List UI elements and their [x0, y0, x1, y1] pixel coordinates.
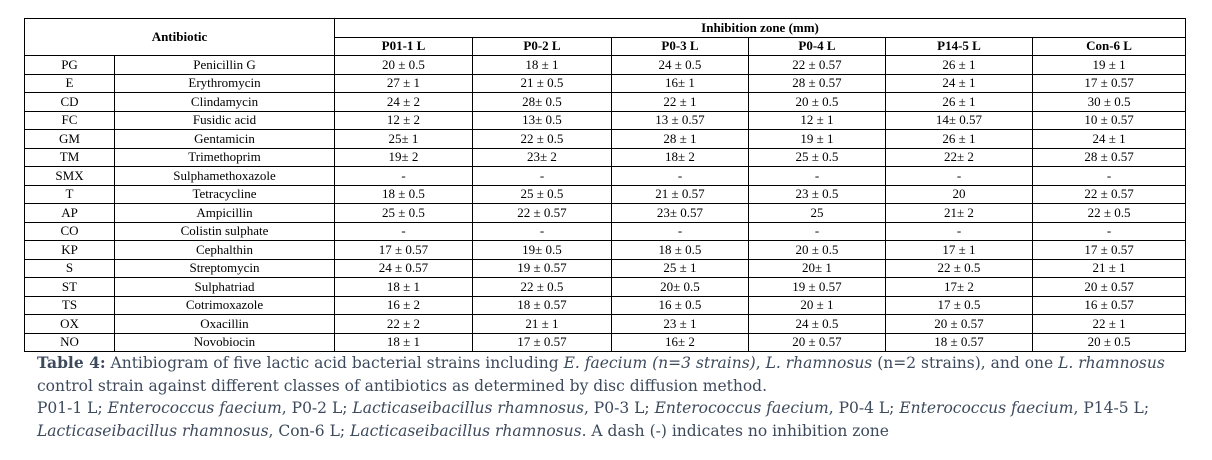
zone-value: 20 ± 0.57 [749, 333, 886, 352]
zone-value: 22 ± 1 [612, 93, 749, 112]
antibiotic-code: E [25, 74, 115, 93]
zone-value: 20 ± 0.57 [886, 315, 1033, 334]
zone-value: 23± 0.57 [612, 204, 749, 223]
zone-value: 20 ± 1 [749, 296, 886, 315]
zone-value: 24 ± 1 [1033, 130, 1186, 149]
antibiotic-code: OX [25, 315, 115, 334]
zone-value: 26 ± 1 [886, 56, 1033, 75]
zone-value: 24 ± 1 [886, 74, 1033, 93]
zone-value: 18 ± 0.5 [612, 241, 749, 260]
zone-value: 16 ± 2 [335, 296, 473, 315]
caption-segment: P01-1 L; [37, 399, 108, 417]
zone-value: 14± 0.57 [886, 111, 1033, 130]
table-row [25, 259, 1186, 278]
strain-header: P14-5 L [886, 37, 1033, 56]
zone-value: 28 ± 0.57 [1033, 148, 1186, 167]
table-row [25, 222, 1186, 241]
table-row [25, 241, 1186, 260]
zone-value: 28 ± 0.57 [749, 74, 886, 93]
table-row [25, 333, 1186, 352]
antibiotic-name: Erythromycin [115, 74, 335, 93]
zone-value: 18 ± 1 [473, 56, 612, 75]
zone-value: - [1033, 222, 1186, 241]
zone-value: 12 ± 2 [335, 111, 473, 130]
antibiotic-name: Fusidic acid [115, 111, 335, 130]
zone-value: - [473, 167, 612, 186]
zone-value: - [749, 222, 886, 241]
zone-value: 19 ± 0.57 [749, 278, 886, 297]
antibiotic-code: T [25, 185, 115, 204]
table-container [24, 18, 1185, 352]
caption-segment: , P0-3 L; [583, 399, 655, 417]
zone-value: - [1033, 167, 1186, 186]
zone-value: 19 ± 1 [1033, 56, 1186, 75]
caption-segment: . A dash (-) indicates no inhibition zone [581, 421, 889, 440]
zone-value: 22 ± 0.5 [1033, 204, 1186, 223]
caption-segment: Enterococcus faecium [899, 399, 1074, 417]
zone-value: 23 ± 0.5 [749, 185, 886, 204]
zone-value: 18± 2 [612, 148, 749, 167]
zone-value: - [749, 167, 886, 186]
zone-value: - [335, 167, 473, 186]
caption-segment: Lacticaseibacillus rhamnosus [37, 421, 269, 440]
zone-value: 20 ± 0.5 [749, 241, 886, 260]
zone-value: 22 ± 0.5 [473, 130, 612, 149]
zone-value: 25 ± 0.5 [473, 185, 612, 204]
zone-value: 22 ± 2 [335, 315, 473, 334]
table-row [25, 296, 1186, 315]
antibiotic-code: NO [25, 333, 115, 352]
zone-value: 16± 1 [612, 74, 749, 93]
antibiotic-name: Sulphamethoxazole [115, 167, 335, 186]
zone-value: 20± 0.5 [612, 278, 749, 297]
antibiotic-code: TS [25, 296, 115, 315]
zone-value: 23± 2 [473, 148, 612, 167]
zone-value: 22 ± 0.57 [1033, 185, 1186, 204]
caption-segment: Enterococcus faecium [107, 399, 282, 417]
zone-value: 17 ± 0.57 [1033, 74, 1186, 93]
caption-segment: L. rhamnosus [1058, 354, 1165, 372]
table-row [25, 278, 1186, 297]
antibiotic-code: PG [25, 56, 115, 75]
zone-value: 19 ± 1 [749, 130, 886, 149]
caption-segment: , P14-5 L; [1073, 399, 1150, 417]
zone-value: 22 ± 1 [1033, 315, 1186, 334]
antibiotic-code: SMX [25, 167, 115, 186]
zone-value: 21 ± 0.5 [473, 74, 612, 93]
table-row [25, 130, 1186, 149]
antibiotic-code: ST [25, 278, 115, 297]
antibiotic-code: CO [25, 222, 115, 241]
caption-label: Table 4: [37, 353, 106, 372]
zone-value: 13 ± 0.57 [612, 111, 749, 130]
antibiotic-code: TM [25, 148, 115, 167]
antibiotic-code: KP [25, 241, 115, 260]
antibiotic-name: Gentamicin [115, 130, 335, 149]
zone-value: 27 ± 1 [335, 74, 473, 93]
zone-value: 18 ± 0.5 [335, 185, 473, 204]
antibiotic-name: Cotrimoxazole [115, 296, 335, 315]
caption-line-1 [37, 352, 1177, 397]
zone-value: 25 ± 0.5 [335, 204, 473, 223]
zone-value: - [886, 222, 1033, 241]
zone-value: 18 ± 1 [335, 278, 473, 297]
zone-value: 19± 0.5 [473, 241, 612, 260]
zone-value: 20 ± 0.5 [335, 56, 473, 75]
zone-value: 16 ± 0.57 [1033, 296, 1186, 315]
antibiotic-code: S [25, 259, 115, 278]
zone-value: - [612, 222, 749, 241]
zone-value: 19 ± 0.57 [473, 259, 612, 278]
caption-segment: , P0-2 L; [281, 399, 353, 417]
antibiotic-name: Colistin sulphate [115, 222, 335, 241]
antibiotic-name: Trimethoprim [115, 148, 335, 167]
caption-segment: Enterococcus faecium [654, 399, 829, 417]
antibiotic-name: Novobiocin [115, 333, 335, 352]
antibiogram-table [24, 18, 1186, 352]
antibiotic-name: Penicillin G [115, 56, 335, 75]
zone-value: 23 ± 1 [612, 315, 749, 334]
strain-header: P0-2 L [473, 37, 612, 56]
zone-value: 17 ± 1 [886, 241, 1033, 260]
table-row [25, 185, 1186, 204]
inhibition-zone-header: Inhibition zone (mm) [335, 19, 1186, 38]
caption-segment: Lacticaseibacillus rhamnosus [350, 421, 582, 440]
zone-value: 18 ± 0.57 [886, 333, 1033, 352]
zone-value: 22 ± 0.5 [886, 259, 1033, 278]
zone-value: - [473, 222, 612, 241]
zone-value: 26 ± 1 [886, 93, 1033, 112]
antibiotic-header: Antibiotic [25, 19, 335, 56]
antibiotic-name: Sulphatriad [115, 278, 335, 297]
zone-value: 16± 2 [612, 333, 749, 352]
antibiotic-name: Oxacillin [115, 315, 335, 334]
strain-header: P01-1 L [335, 37, 473, 56]
antibiotic-name: Clindamycin [115, 93, 335, 112]
zone-value: 21 ± 0.57 [612, 185, 749, 204]
zone-value: 21± 2 [886, 204, 1033, 223]
caption-segment: (n=2 strains), and one [872, 354, 1059, 372]
antibiotic-name: Cephalthin [115, 241, 335, 260]
zone-value: 28 ± 1 [612, 130, 749, 149]
antibiotic-code: FC [25, 111, 115, 130]
table-row [25, 111, 1186, 130]
strain-header: Con-6 L [1033, 37, 1186, 56]
strain-header: P0-4 L [749, 37, 886, 56]
zone-value: 22± 2 [886, 148, 1033, 167]
zone-value: 19± 2 [335, 148, 473, 167]
zone-value: - [612, 167, 749, 186]
zone-value: - [886, 167, 1033, 186]
zone-value: 25 ± 0.5 [749, 148, 886, 167]
zone-value: 20 [886, 185, 1033, 204]
table-row [25, 167, 1186, 186]
table-row [25, 56, 1186, 75]
zone-value: 25 [749, 204, 886, 223]
table-row [25, 315, 1186, 334]
zone-value: 22 ± 0.57 [749, 56, 886, 75]
zone-value: 17± 2 [886, 278, 1033, 297]
antibiotic-code: CD [25, 93, 115, 112]
zone-value: 12 ± 1 [749, 111, 886, 130]
table-row [25, 204, 1186, 223]
table-row [25, 148, 1186, 167]
zone-value: 17 ± 0.57 [335, 241, 473, 260]
zone-value: 25 ± 1 [612, 259, 749, 278]
antibiotic-code: GM [25, 130, 115, 149]
zone-value: 24 ± 2 [335, 93, 473, 112]
zone-value: 17 ± 0.57 [1033, 241, 1186, 260]
zone-value: 16 ± 0.5 [612, 296, 749, 315]
zone-value: 24 ± 0.57 [335, 259, 473, 278]
zone-value: 21 ± 1 [473, 315, 612, 334]
caption-segment: Antibiogram of five lactic acid bacterial strains including [105, 354, 564, 372]
zone-value: 20 ± 0.5 [1033, 333, 1186, 352]
caption-segment: control strain against different classes of antibiotics as determined by disc diffusion method. [37, 376, 768, 395]
zone-value: 20 ± 0.57 [1033, 278, 1186, 297]
zone-value: 17 ± 0.57 [473, 333, 612, 352]
zone-value: 21 ± 1 [1033, 259, 1186, 278]
zone-value: 25± 1 [335, 130, 473, 149]
zone-value: 10 ± 0.57 [1033, 111, 1186, 130]
zone-value: 28± 0.5 [473, 93, 612, 112]
antibiotic-code: AP [25, 204, 115, 223]
antibiotic-name: Streptomycin [115, 259, 335, 278]
table-row [25, 74, 1186, 93]
zone-value: 20± 1 [749, 259, 886, 278]
caption-segment: , Con-6 L; [268, 421, 351, 440]
zone-value: 18 ± 1 [335, 333, 473, 352]
zone-value: 24 ± 0.5 [749, 315, 886, 334]
caption-segment: , [755, 354, 766, 372]
zone-value: 30 ± 0.5 [1033, 93, 1186, 112]
zone-value: 24 ± 0.5 [612, 56, 749, 75]
zone-value: - [335, 222, 473, 241]
caption-segment: E. faecium (n=3 strains) [563, 354, 756, 372]
table-row [25, 93, 1186, 112]
zone-value: 22 ± 0.5 [473, 278, 612, 297]
caption-segment: Lacticaseibacillus rhamnosus [352, 399, 584, 417]
table-caption [37, 352, 1177, 442]
zone-value: 22 ± 0.57 [473, 204, 612, 223]
strain-header: P0-3 L [612, 37, 749, 56]
zone-value: 17 ± 0.5 [886, 296, 1033, 315]
caption-line-2 [37, 397, 1177, 442]
zone-value: 18 ± 0.57 [473, 296, 612, 315]
caption-segment: , P0-4 L; [828, 399, 900, 417]
zone-value: 26 ± 1 [886, 130, 1033, 149]
antibiotic-name: Tetracycline [115, 185, 335, 204]
caption-segment: L. rhamnosus [765, 354, 873, 372]
zone-value: 13± 0.5 [473, 111, 612, 130]
antibiotic-name: Ampicillin [115, 204, 335, 223]
zone-value: 20 ± 0.5 [749, 93, 886, 112]
